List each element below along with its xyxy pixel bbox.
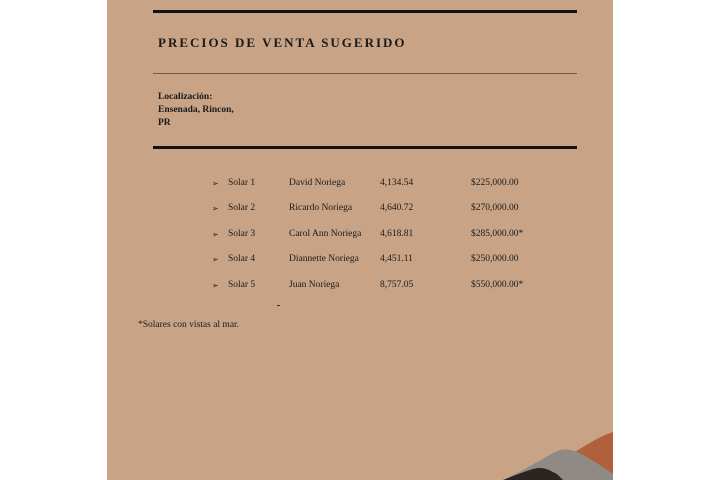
arrow-bullet-icon: ➢: [212, 204, 219, 213]
lot-solar: Solar 4: [228, 254, 256, 264]
lot-price: $270,000.00: [471, 203, 519, 213]
location-block: [158, 91, 234, 130]
arrow-bullet-icon: ➢: [212, 255, 219, 264]
lot-row: [107, 254, 613, 270]
location-label: Localización:: [158, 92, 213, 102]
lot-solar: Solar 1: [228, 178, 256, 188]
arrow-bullet-icon: ➢: [212, 230, 219, 239]
lot-price: $250,000.00: [471, 254, 519, 264]
lot-row: [107, 229, 613, 245]
lot-area: 4,640.72: [380, 203, 414, 213]
arrow-bullet-icon: ➢: [212, 179, 219, 188]
location-line-2: PR: [158, 118, 171, 128]
lot-area: 4,451.11: [380, 254, 413, 264]
lot-row: [107, 178, 613, 194]
lot-area: 4,134.54: [380, 178, 414, 188]
section-rule: [153, 146, 577, 149]
document-page: [107, 0, 613, 480]
lot-solar: Solar 5: [228, 280, 256, 290]
lot-owner: Carol Ann Noriega: [289, 229, 362, 239]
location-line-1: Ensenada, Rincon,: [158, 105, 234, 115]
lot-owner: David Noriega: [289, 178, 346, 188]
mountains-decoration: [503, 432, 613, 480]
lot-price: $225,000.00: [471, 178, 519, 188]
title-divider: [153, 73, 577, 74]
top-rule: [153, 10, 577, 13]
lot-row: [107, 280, 613, 296]
lot-solar: Solar 2: [228, 203, 256, 213]
lot-owner: Juan Noriega: [289, 280, 340, 290]
footnote: *Solares con vistas al mar.: [138, 320, 240, 330]
lot-area: 4,618.81: [380, 229, 414, 239]
lot-owner: Ricardo Noriega: [289, 203, 353, 213]
arrow-bullet-icon: ➢: [212, 281, 219, 290]
document-title: PRECIOS DE VENTA SUGERIDO: [158, 35, 407, 50]
stray-mark: [277, 305, 280, 306]
lot-row: [107, 203, 613, 219]
lot-solar: Solar 3: [228, 229, 256, 239]
lot-area: 8,757.05: [380, 280, 414, 290]
lot-price: $550,000.00*: [471, 280, 524, 290]
lot-owner: Diannette Noriega: [289, 254, 359, 264]
lot-price: $285,000.00*: [471, 229, 524, 239]
